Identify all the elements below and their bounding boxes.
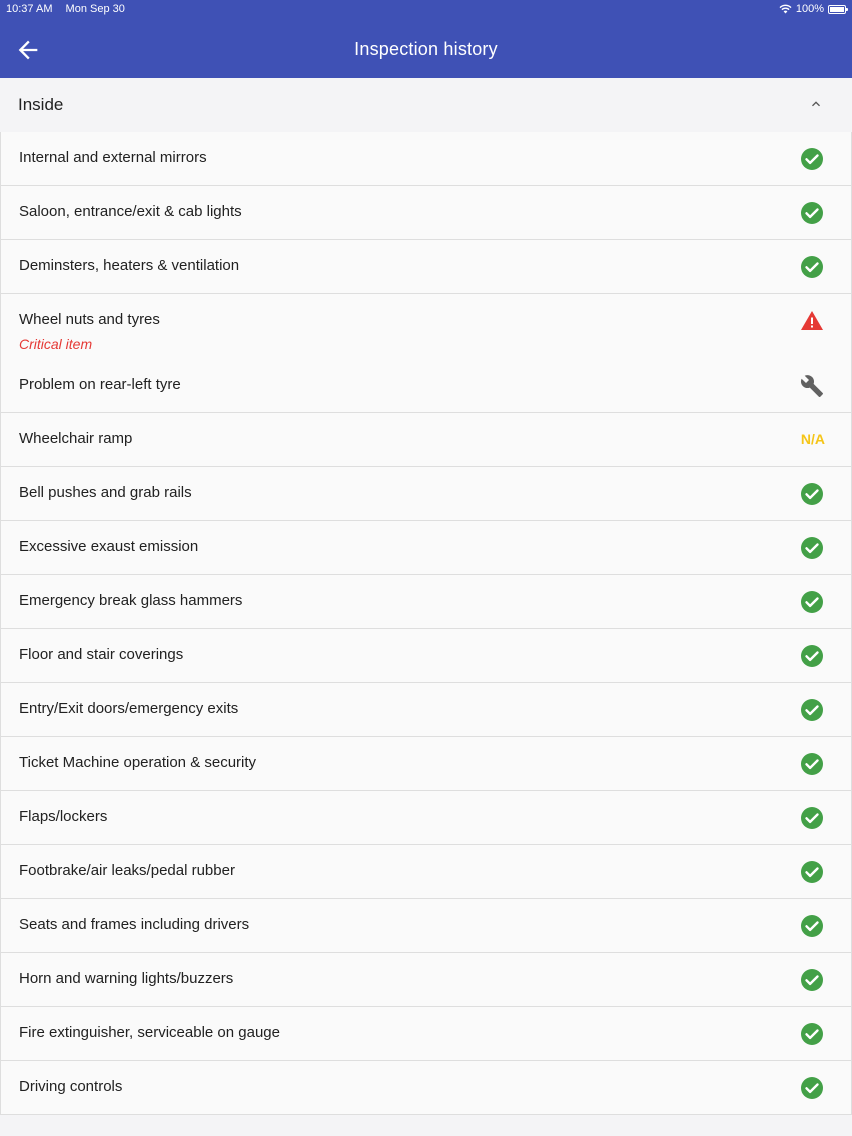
list-item[interactable] xyxy=(0,467,852,521)
section-title: Inside xyxy=(18,95,64,114)
item-label: Floor and stair coverings xyxy=(19,646,184,663)
list-item[interactable] xyxy=(0,1061,852,1115)
item-label: Emergency break glass hammers xyxy=(19,592,243,609)
list-item[interactable] xyxy=(0,1007,852,1061)
status-date: Mon Sep 30 xyxy=(65,3,125,15)
status-time: 10:37 AM xyxy=(6,3,53,15)
page-title: Inspection history xyxy=(354,39,498,59)
list-item[interactable] xyxy=(0,791,852,845)
item-label: Wheel nuts and tyres xyxy=(19,311,160,328)
item-label: Ticket Machine operation & security xyxy=(19,754,257,771)
check-circle-icon xyxy=(800,860,824,884)
inspection-list xyxy=(0,132,852,1115)
problem-label: Problem on rear-left tyre xyxy=(19,376,181,393)
check-circle-icon xyxy=(800,1076,824,1100)
check-circle-icon xyxy=(800,914,824,938)
warning-icon xyxy=(800,309,824,333)
list-item-group xyxy=(0,294,852,413)
na-badge: N/A xyxy=(800,431,825,447)
list-item[interactable] xyxy=(0,186,852,240)
check-circle-icon xyxy=(800,968,824,992)
item-label: Horn and warning lights/buzzers xyxy=(19,970,234,987)
list-item[interactable] xyxy=(0,899,852,953)
list-item[interactable] xyxy=(0,294,852,359)
item-label: Entry/Exit doors/emergency exits xyxy=(19,700,239,717)
list-item[interactable] xyxy=(0,521,852,575)
item-label: Saloon, entrance/exit & cab lights xyxy=(19,203,242,220)
check-circle-icon xyxy=(800,255,824,279)
check-circle-icon xyxy=(800,806,824,830)
item-label: Deminsters, heaters & ventilation xyxy=(19,257,240,274)
critical-label: Critical item xyxy=(19,336,93,352)
item-label: Bell pushes and grab rails xyxy=(19,484,192,501)
status-bar xyxy=(0,0,852,22)
app-bar xyxy=(0,22,852,78)
list-item[interactable] xyxy=(0,629,852,683)
item-label: Excessive exaust emission xyxy=(19,538,199,555)
item-label: Fire extinguisher, serviceable on gauge xyxy=(19,1024,280,1041)
check-circle-icon xyxy=(800,644,824,668)
list-item[interactable] xyxy=(0,132,852,186)
section-header-inside[interactable] xyxy=(0,78,852,133)
item-label: Footbrake/air leaks/pedal rubber xyxy=(19,862,235,879)
check-circle-icon xyxy=(800,590,824,614)
item-label: Wheelchair ramp xyxy=(19,430,133,447)
list-item[interactable] xyxy=(0,683,852,737)
list-item[interactable] xyxy=(0,240,852,294)
item-label: Flaps/lockers xyxy=(19,808,108,825)
list-item[interactable] xyxy=(0,737,852,791)
battery-icon xyxy=(828,5,846,14)
check-circle-icon xyxy=(800,752,824,776)
problem-row[interactable] xyxy=(0,359,852,412)
wifi-icon xyxy=(779,4,792,14)
chevron-up-icon[interactable] xyxy=(808,96,824,112)
check-circle-icon xyxy=(800,1022,824,1046)
battery-percent: 100% xyxy=(795,3,824,15)
check-circle-icon xyxy=(800,147,824,171)
wrench-icon xyxy=(800,374,824,398)
check-circle-icon xyxy=(800,201,824,225)
item-label: Driving controls xyxy=(19,1078,123,1095)
check-circle-icon xyxy=(800,698,824,722)
list-item[interactable] xyxy=(0,413,852,467)
item-label: Internal and external mirrors xyxy=(19,149,207,166)
list-item[interactable] xyxy=(0,953,852,1007)
check-circle-icon xyxy=(800,482,824,506)
list-item[interactable] xyxy=(0,575,852,629)
item-label: Seats and frames including drivers xyxy=(19,916,250,933)
check-circle-icon xyxy=(800,536,824,560)
list-item[interactable] xyxy=(0,845,852,899)
